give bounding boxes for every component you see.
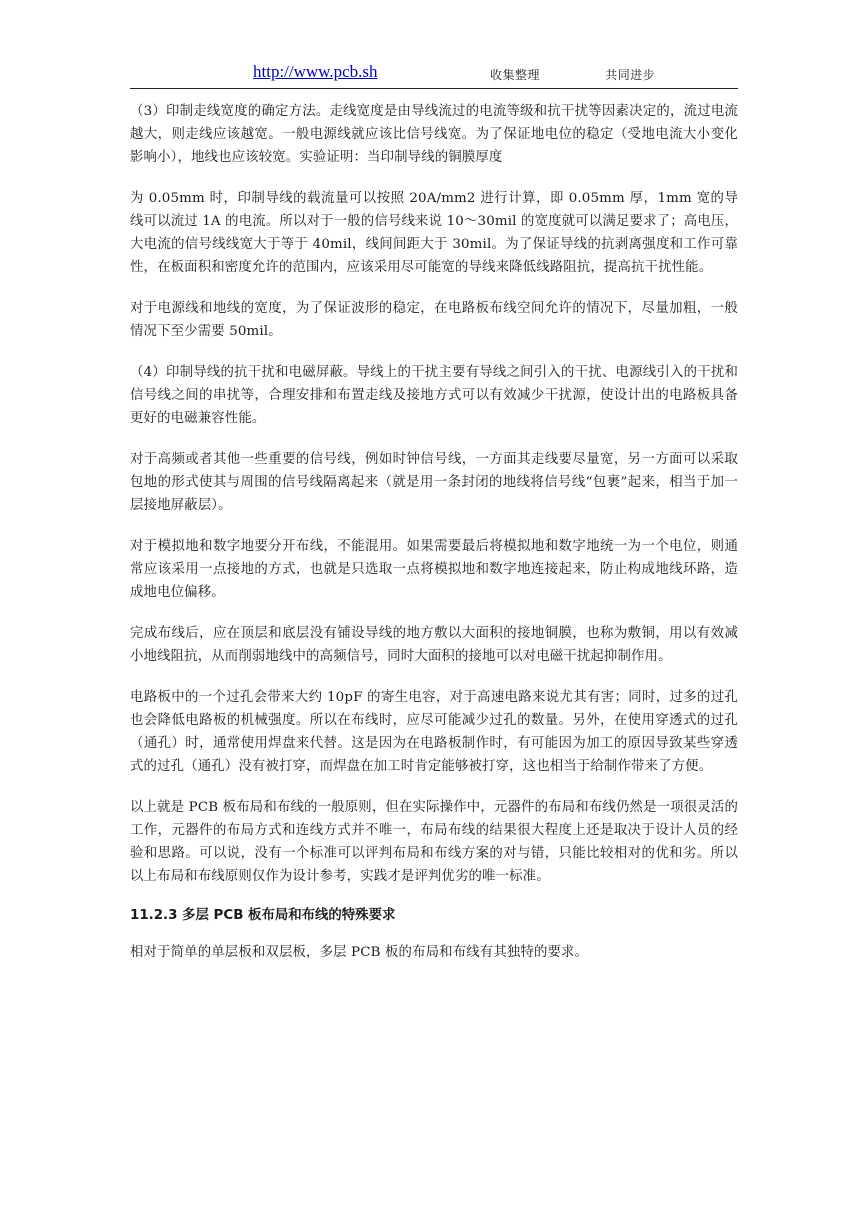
- document-body: [130, 100, 738, 964]
- paragraph-trace-width-method: （3）印制走线宽度的确定方法。走线宽度是由导线流过的电流等级和抗干扰等因素决定的，流过电流越大，则走线应该越宽。一般电源线就应该比信号线宽。为了保证地电位的稳定（受地电流大小变化影响小），地线也应该较宽。实验证明：当印制导线的铜膜厚度: [130, 104, 738, 165]
- paragraph-current-capacity: 为 0.05mm 时，印制导线的载流量可以按照 20A/mm2 进行计算，即 0.05mm 厚，1mm 宽的导线可以流过 1A 的电流。所以对于一般的信号线来说 10～30mil 的宽度就可以满足要求了；高电压，大电流的信号线线宽大于等于 40mil，线间间距大于 30mil。为了保证导线的抗剥离强度和工作可靠性，在板面积和密度允许的范围内，应该采用尽可能宽的导线来降低线路阻抗，提高抗干扰性能。: [130, 191, 738, 275]
- paragraph-power-ground-width: 对于电源线和地线的宽度，为了保证波形的稳定，在电路板布线空间允许的情况下，尽量加粗，一般情况下至少需要 50mil。: [130, 301, 738, 339]
- paragraph-vias: 电路板中的一个过孔会带来大约 10pF 的寄生电容，对于高速电路来说尤其有害；同时，过多的过孔也会降低电路板的机械强度。所以在布线时，应尽可能减少过孔的数量。另外，在使用穿透式的过孔（通孔）时，通常使用焊盘来代替。这是因为在电路板制作时，有可能因为加工的原因导致某些穿透式的过孔（通孔）没有被打穿，而焊盘在加工时肯定能够被打穿，这也相当于给制作带来了方便。: [130, 690, 738, 774]
- paragraph-interference-shielding: （4）印制导线的抗干扰和电磁屏蔽。导线上的干扰主要有导线之间引入的干扰、电源线引入的干扰和信号线之间的串扰等，合理安排和布置走线及接地方式可以有效减少干扰源，使设计出的电路板具备更好的电磁兼容性能。: [130, 365, 738, 426]
- paragraph-general-principles: 以上就是 PCB 板布局和布线的一般原则，但在实际操作中，元器件的布局和布线仍然是一项很灵活的工作，元器件的布局方式和连线方式并不唯一，布局布线的结果很大程度上还是取决于设计人员的经验和思路。可以说，没有一个标准可以评判布局和布线方案的对与错，只能比较相对的优和劣。所以以上布局和布线原则仅作为设计参考，实践才是评判优劣的唯一标准。: [130, 800, 738, 884]
- page-header: [130, 62, 738, 89]
- website-link[interactable]: http://www.pcb.sh: [253, 62, 378, 81]
- section-heading: 11.2.3 多层 PCB 板布局和布线的特殊要求: [130, 908, 396, 923]
- paragraph-analog-digital-ground: 对于模拟地和数字地要分开布线，不能混用。如果需要最后将模拟地和数字地统一为一个电位，则通常应该采用一点接地的方式，也就是只选取一点将模拟地和数字地连接起来，防止构成地线环路，造成地电位偏移。: [130, 539, 738, 600]
- header-slogan: 收集整理 共同进步: [490, 68, 656, 82]
- paragraph-copper-pour: 完成布线后，应在顶层和底层没有铺设导线的地方敷以大面积的接地铜膜，也称为敷铜，用以有效减小地线阻抗，从而削弱地线中的高频信号，同时大面积的接地可以对电磁干扰起抑制作用。: [130, 626, 738, 664]
- paragraph-high-frequency-lines: 对于高频或者其他一些重要的信号线，例如时钟信号线，一方面其走线要尽量宽，另一方面可以采取包地的形式使其与周围的信号线隔离起来（就是用一条封闭的地线将信号线“包裹”起来，相当于加一层接地屏蔽层）。: [130, 452, 738, 513]
- paragraph-multilayer-intro: 相对于简单的单层板和双层板，多层 PCB 板的布局和布线有其独特的要求。: [130, 945, 589, 960]
